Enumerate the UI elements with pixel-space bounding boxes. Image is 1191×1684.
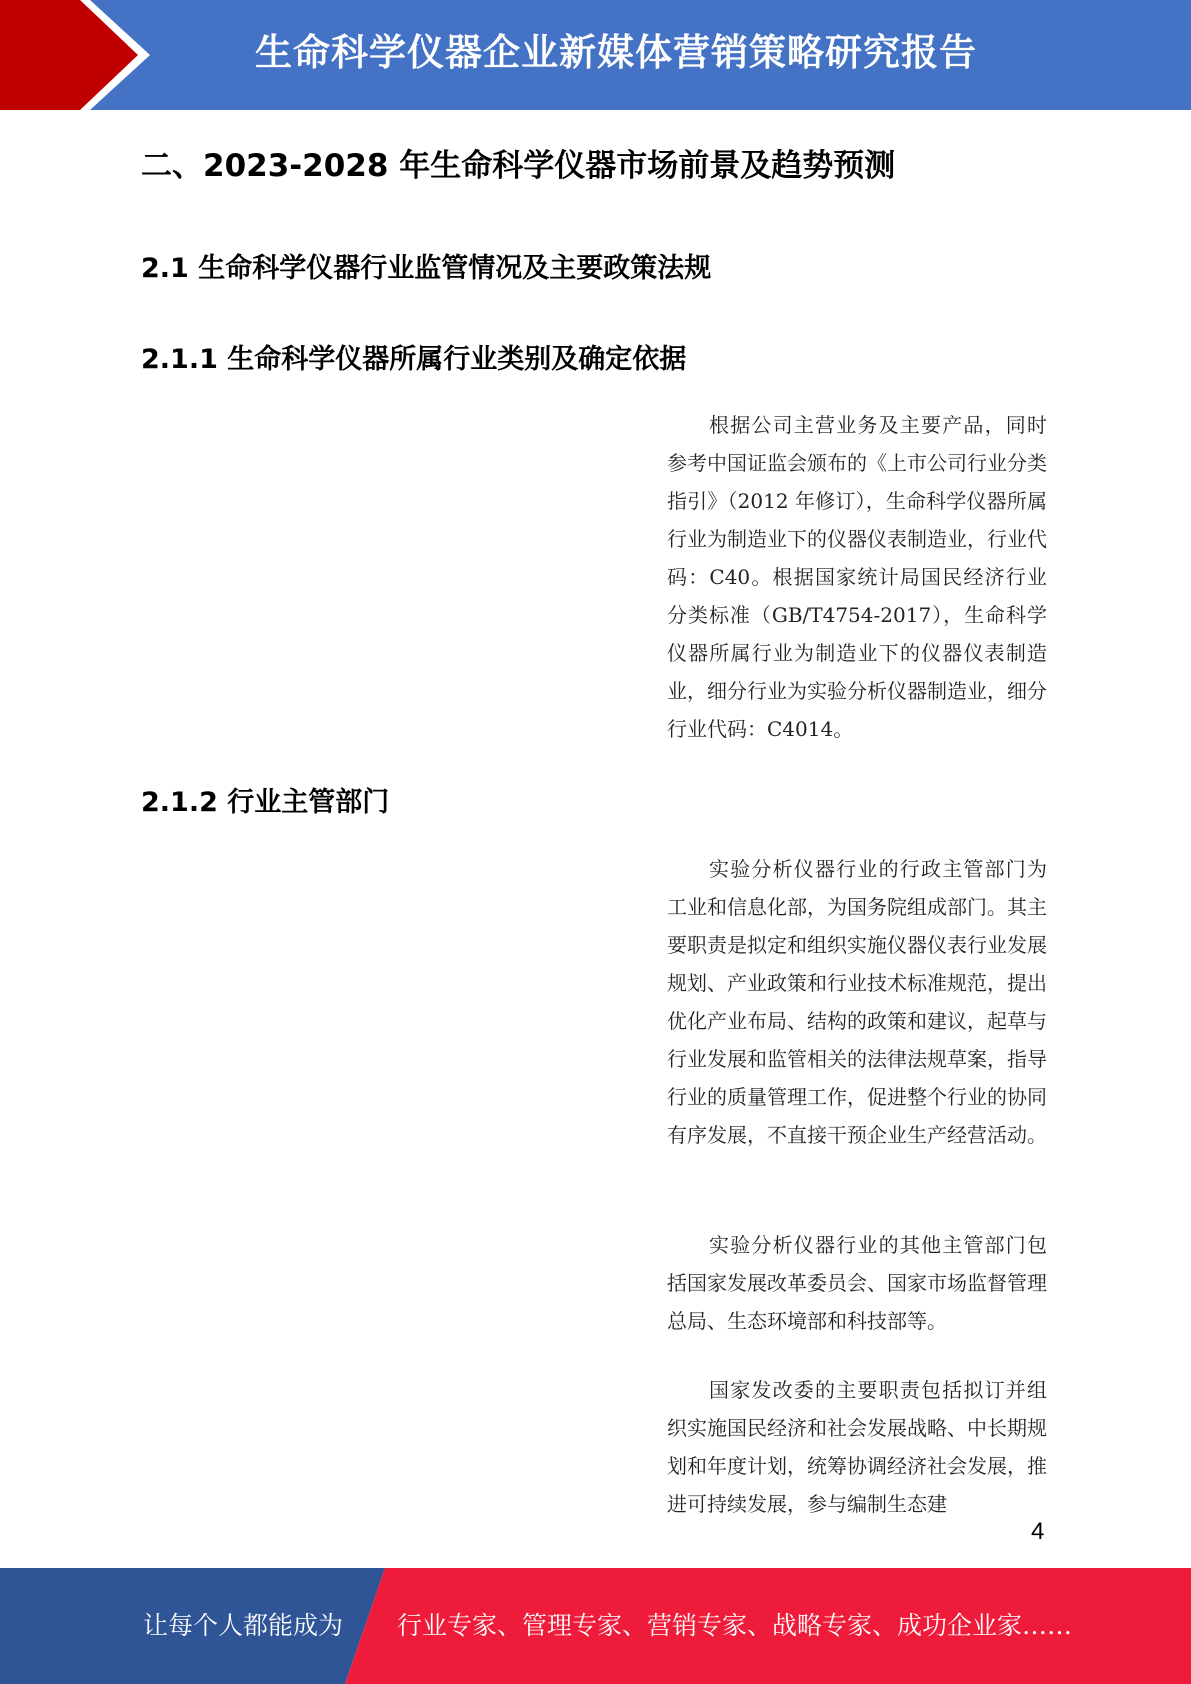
paragraph-other-authorities: 实验分析仪器行业的其他主管部门包括国家发展改革委员会、国家市场监督管理总局、生态环境部和科技部等。	[667, 1233, 1047, 1333]
subsection-heading-authorities: 2.1.2 行业主管部门	[141, 787, 390, 818]
header-arrow-decoration	[0, 0, 160, 110]
section-heading: 2.1 生命科学仪器行业监管情况及主要政策法规	[141, 253, 712, 284]
report-title: 生命科学仪器企业新媒体营销策略研究报告	[255, 31, 977, 74]
paragraph-ndrc-duties: 国家发改委的主要职责包括拟订并组织实施国民经济和社会发展战略、中长期规划和年度计划，统筹协调经济社会发展，推进可持续发展，参与编制生态建	[667, 1378, 1047, 1516]
report-header	[0, 0, 1191, 110]
subsection-heading-industry-category: 2.1.1 生命科学仪器所属行业类别及确定依据	[141, 344, 687, 375]
paragraph-administrative-authority: 实验分析仪器行业的行政主管部门为工业和信息化部，为国务院组成部门。其主要职责是拟定和组织实施仪器仪表行业发展规划、产业政策和行业技术标准规范，提出优化产业布局、结构的政策和建议，起草与行业发展和监管相关的法律法规草案，指导行业的质量管理工作，促进整个行业的协同有序发展，不直接干预企业生产经营活动。	[667, 857, 1047, 1147]
footer-slogan-left: 让每个人都能成为	[143, 1611, 344, 1640]
report-footer	[0, 1568, 1191, 1684]
chapter-heading: 二、2023-2028 年生命科学仪器市场前景及趋势预测	[141, 148, 896, 184]
footer-slogan-right: 行业专家、管理专家、营销专家、战略专家、成功企业家……	[397, 1611, 1073, 1640]
page-number: 4	[1031, 1518, 1045, 1545]
paragraph-industry-category: 根据公司主营业务及主要产品，同时参考中国证监会颁布的《上市公司行业分类指引》（2012 年修订），生命科学仪器所属行业为制造业下的仪器仪表制造业，行业代码：C40。根据国家统计局国民经济行业分类标准（GB/T4754-2017），生命科学仪器所属行业为制造业下的仪器仪表制造业，细分行业为实验分析仪器制造业，细分行业代码：C4014。	[667, 413, 1047, 741]
